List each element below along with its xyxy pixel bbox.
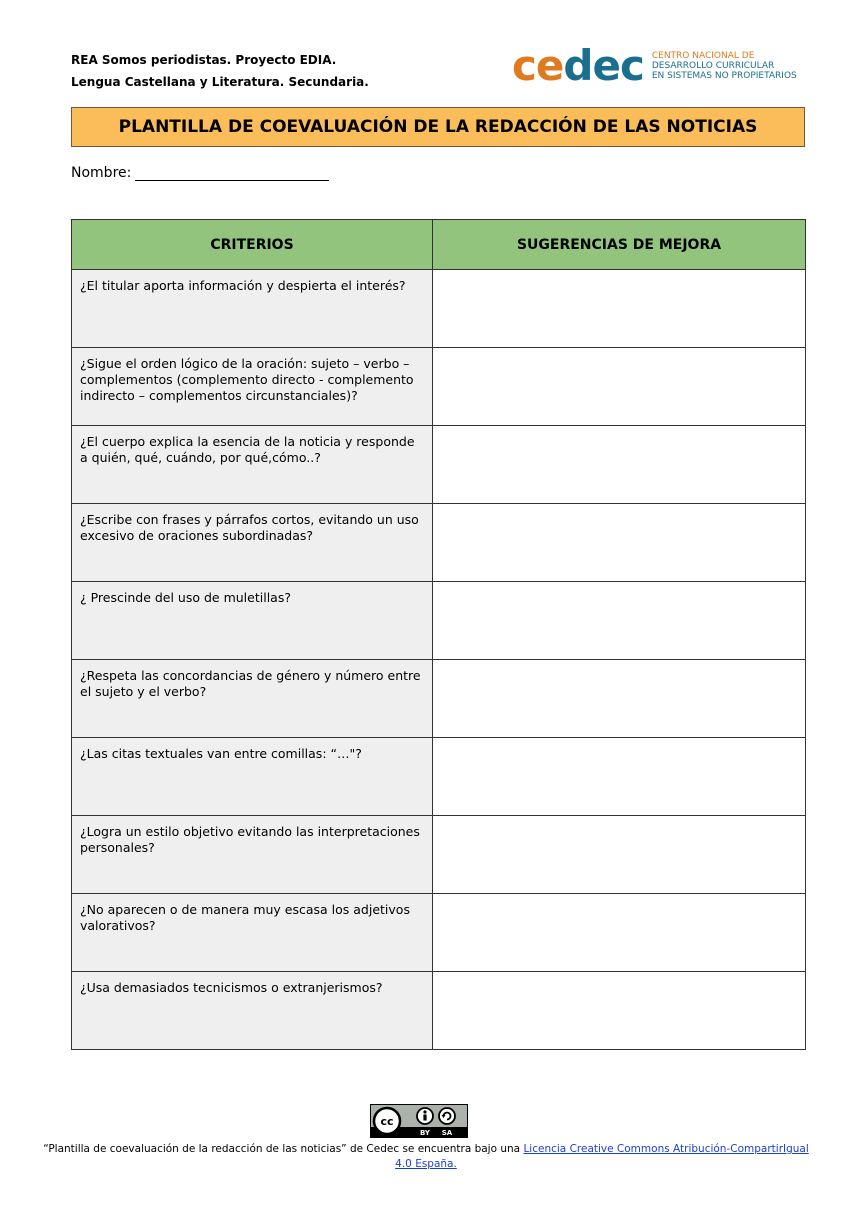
column-header-criteria: CRITERIOS bbox=[72, 220, 433, 270]
table-row bbox=[72, 582, 806, 660]
table-row bbox=[72, 426, 806, 504]
suggestion-cell[interactable] bbox=[433, 348, 806, 426]
criterion-cell bbox=[72, 270, 433, 348]
suggestion-cell[interactable] bbox=[433, 816, 806, 894]
criterion-text: ¿Respeta las concordancias de género y número entre el sujeto y el verbo? bbox=[80, 668, 421, 699]
suggestion-cell[interactable] bbox=[433, 270, 806, 348]
name-label: Nombre: bbox=[71, 165, 132, 181]
suggestion-cell[interactable] bbox=[433, 972, 806, 1050]
table-row bbox=[72, 504, 806, 582]
logo-word-part1: ce bbox=[512, 41, 564, 90]
criterion-cell bbox=[72, 738, 433, 816]
license-footer bbox=[40, 1142, 812, 1172]
criterion-text: ¿ Prescinde del uso de muletillas? bbox=[80, 590, 291, 605]
evaluation-table bbox=[71, 219, 806, 1050]
suggestion-cell[interactable] bbox=[433, 582, 806, 660]
criterion-cell bbox=[72, 582, 433, 660]
creative-commons-badge[interactable] bbox=[370, 1104, 468, 1138]
logo-tagline-line-3: EN SISTEMAS NO PROPIETARIOS bbox=[651, 71, 797, 81]
cedec-logo bbox=[512, 41, 797, 90]
column-header-suggestions: SUGERENCIAS DE MEJORA bbox=[433, 220, 806, 270]
name-field bbox=[71, 164, 329, 181]
criterion-cell bbox=[72, 894, 433, 972]
table-row bbox=[72, 270, 806, 348]
logo-tagline-line-2: DESARROLLO CURRICULAR bbox=[651, 61, 775, 71]
sa-icon bbox=[439, 1108, 455, 1124]
header-line-1: REA Somos periodistas. Proyecto EDIA. bbox=[71, 53, 337, 67]
cc-label: cc bbox=[380, 1115, 394, 1128]
criterion-cell bbox=[72, 504, 433, 582]
suggestion-cell[interactable] bbox=[433, 738, 806, 816]
criterion-text: ¿No aparecen o de manera muy escasa los adjetivos valorativos? bbox=[80, 902, 410, 933]
criterion-text: ¿El titular aporta información y despierta el interés? bbox=[80, 278, 406, 293]
criterion-text: ¿Logra un estilo objetivo evitando las interpretaciones personales? bbox=[80, 824, 420, 855]
by-label: BY bbox=[419, 1129, 431, 1137]
table-row bbox=[72, 348, 806, 426]
sa-label: SA bbox=[441, 1129, 453, 1137]
criterion-text: ¿Las citas textuales van entre comillas: “…"? bbox=[80, 746, 362, 761]
suggestion-cell[interactable] bbox=[433, 504, 806, 582]
logo-wordmark bbox=[512, 41, 644, 90]
criterion-cell bbox=[72, 426, 433, 504]
logo-word-part2: dec bbox=[563, 41, 644, 90]
table-row bbox=[72, 816, 806, 894]
suggestion-cell[interactable] bbox=[433, 894, 806, 972]
table-row bbox=[72, 894, 806, 972]
logo-tagline bbox=[652, 51, 797, 81]
criterion-text: ¿Usa demasiados tecnicismos o extranjerismos? bbox=[80, 980, 383, 995]
suggestion-cell[interactable] bbox=[433, 660, 806, 738]
table-header-row bbox=[72, 220, 806, 270]
footer-text: “Plantilla de coevaluación de la redacción de las noticias” de Cedec se encuentra bajo una bbox=[43, 1143, 524, 1155]
table-row bbox=[72, 660, 806, 738]
criterion-cell bbox=[72, 816, 433, 894]
table-row bbox=[72, 972, 806, 1050]
logo-tagline-line-1: CENTRO NACIONAL DE bbox=[651, 51, 755, 61]
criterion-cell bbox=[72, 660, 433, 738]
document-header bbox=[71, 49, 369, 93]
table-row bbox=[72, 738, 806, 816]
license-link[interactable]: Licencia Creative Commons Atribución-CompartirIgual 4.0 España. bbox=[395, 1143, 809, 1170]
criterion-cell bbox=[72, 972, 433, 1050]
criterion-text: ¿Escribe con frases y párrafos cortos, evitando un uso excesivo de oraciones subordinadas? bbox=[80, 512, 419, 543]
criterion-cell bbox=[72, 348, 433, 426]
page-title: PLANTILLA DE COEVALUACIÓN DE LA REDACCIÓN DE LAS NOTICIAS bbox=[71, 107, 805, 147]
name-blank-line[interactable] bbox=[135, 164, 329, 181]
suggestion-cell[interactable] bbox=[433, 426, 806, 504]
criterion-text: ¿Sigue el orden lógico de la oración: sujeto – verbo – complementos (complemento directo - complemento indirecto – complementos circunstanciales)? bbox=[80, 356, 414, 403]
header-line-2: Lengua Castellana y Literatura. Secundaria. bbox=[71, 75, 369, 89]
criterion-text: ¿El cuerpo explica la esencia de la noticia y responde a quién, qué, cuándo, por qué,cómo..? bbox=[80, 434, 415, 465]
